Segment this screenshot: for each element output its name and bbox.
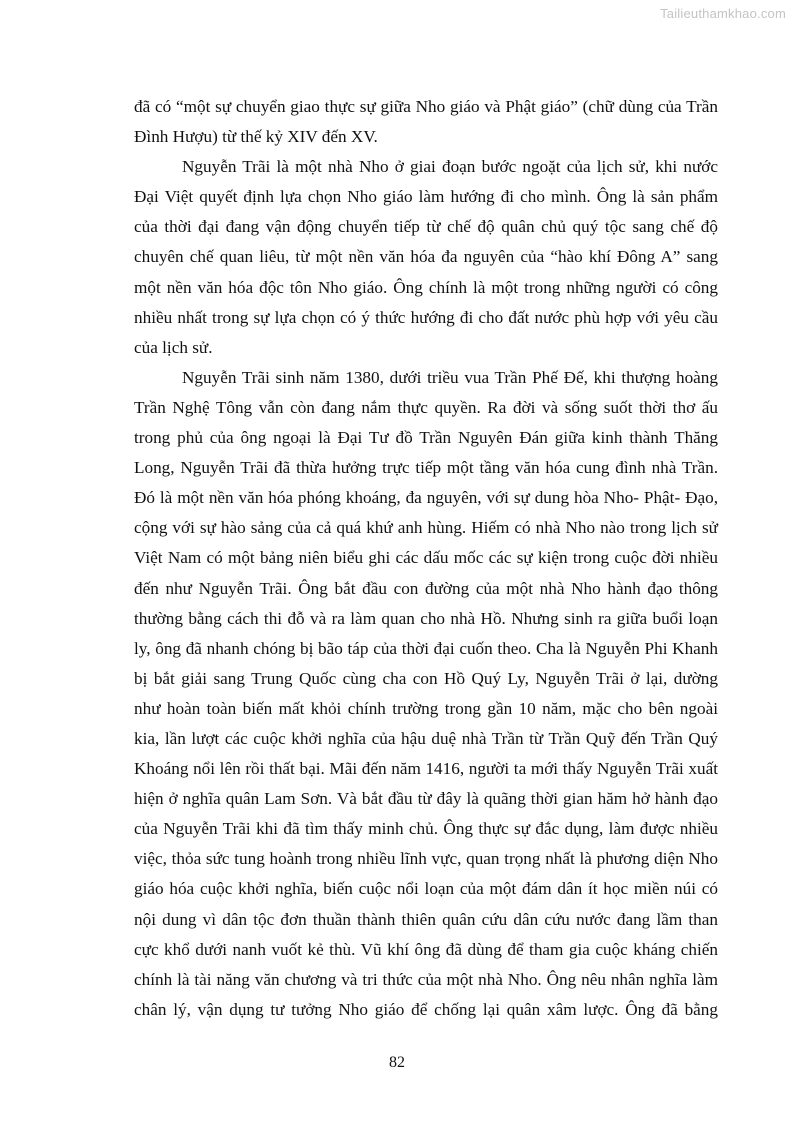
text-line: Đình Hượu) từ thế kỷ XIV đến XV. (134, 127, 378, 147)
paragraph-first-line: Nguyễn Trãi là một nhà Nho ở giai đoạn bước ngoặt của lịch sử, khi nước (182, 157, 718, 177)
text-line: Việt Nam có một bảng niên biểu ghi các dấu mốc các sự kiện trong cuộc đời nhiều (134, 548, 718, 568)
body-text (134, 92, 718, 1025)
text-line: một nền văn hóa độc tôn Nho giáo. Ông chính là một trong những người có công (134, 277, 718, 297)
text-line: Long, Nguyễn Trãi đã thừa hưởng trực tiếp một tầng văn hóa cung đình nhà Trần. (134, 458, 718, 478)
paragraph-first-line: Nguyễn Trãi sinh năm 1380, dưới triều vua Trần Phế Đế, khi thượng hoàng (182, 367, 718, 387)
text-line: chân lý, vận dụng tư tưởng Nho giáo để chống lại quân xâm lược. Ông đã bằng (134, 999, 718, 1019)
text-line: cộng với sự hào sảng của cả quá khứ anh hùng. Hiếm có nhà Nho nào trong lịch sử (134, 518, 718, 538)
watermark-text: Tailieuthamkhao.com (660, 6, 786, 21)
text-line: Trần Nghệ Tông vẫn còn đang nắm thực quyền. Ra đời và sống suốt thời thơ ấu (134, 397, 718, 417)
text-line: nhiều nhất trong sự lựa chọn có ý thức hướng đi cho đất nước phù hợp với yêu cầu (134, 307, 718, 327)
text-line: của Nguyễn Trãi khi đã tìm thấy minh chủ. Ông thực sự đắc dụng, làm được nhiều (134, 819, 718, 839)
text-line: cực khổ dưới nanh vuốt kẻ thù. Vũ khí ông đã dùng để tham gia cuộc kháng chiến (134, 939, 718, 959)
text-line: kia, lần lượt các cuộc khởi nghĩa của hậu duệ nhà Trần từ Trần Quỹ đến Trần Quý (134, 728, 718, 748)
text-line: ly, ông đã nhanh chóng bị bão táp của thời đại cuốn theo. Cha là Nguyễn Phi Khanh (134, 638, 718, 658)
text-line: trong phủ của ông ngoại là Đại Tư đồ Trần Nguyên Đán giữa kinh thành Thăng (134, 428, 718, 448)
text-line: chính là tài năng văn chương và tri thức của một nhà Nho. Ông nêu nhân nghĩa làm (134, 969, 718, 989)
text-line: nội dung vì dân tộc đơn thuần thành thiên quân cứu dân cứu nước đang lầm than (134, 909, 718, 929)
text-line: giáo hóa cuộc khởi nghĩa, biến cuộc nổi loạn của một đám dân ít học miền núi có (134, 879, 718, 899)
page-number: 82 (389, 1054, 405, 1071)
text-line: việc, thỏa sức tung hoành trong nhiều lĩnh vực, quan trọng nhất là phương diện Nho (134, 849, 718, 869)
text-line: chuyên chế quan liêu, từ một nền văn hóa đa nguyên của “hào khí Đông A” sang (134, 247, 718, 267)
text-line: bị bắt giải sang Trung Quốc cùng cha con Hồ Quý Ly, Nguyễn Trãi ở lại, dường (134, 668, 718, 688)
text-line: Đó là một nền văn hóa phóng khoáng, đa nguyên, với sự dung hòa Nho- Phật- Đạo, (134, 488, 718, 508)
text-line: của lịch sử. (134, 337, 213, 357)
text-line: của thời đại đang vận động chuyển tiếp từ chế độ quân chủ quý tộc sang chế độ (134, 217, 718, 237)
text-line: thường bằng cách thi đỗ và ra làm quan cho nhà Hồ. Nhưng sinh ra giữa buổi loạn (134, 608, 718, 628)
text-line: Đại Việt quyết định lựa chọn Nho giáo làm hướng đi cho mình. Ông là sản phẩm (134, 187, 718, 207)
text-line: Khoáng nổi lên rồi thất bại. Mãi đến năm 1416, người ta mới thấy Nguyễn Trãi xuất (134, 759, 718, 779)
text-line: hiện ở nghĩa quân Lam Sơn. Và bắt đầu từ đây là quãng thời gian hăm hở hành đạo (134, 789, 718, 809)
text-line: như hoàn toàn biến mất khỏi chính trường trong gần 10 năm, mặc cho bên ngoài (134, 698, 718, 718)
text-line: đến như Nguyễn Trãi. Ông bắt đầu con đường của một nhà Nho hành đạo thông (134, 578, 718, 598)
text-line: đã có “một sự chuyển giao thực sự giữa Nho giáo và Phật giáo” (chữ dùng của Trần (134, 97, 718, 116)
